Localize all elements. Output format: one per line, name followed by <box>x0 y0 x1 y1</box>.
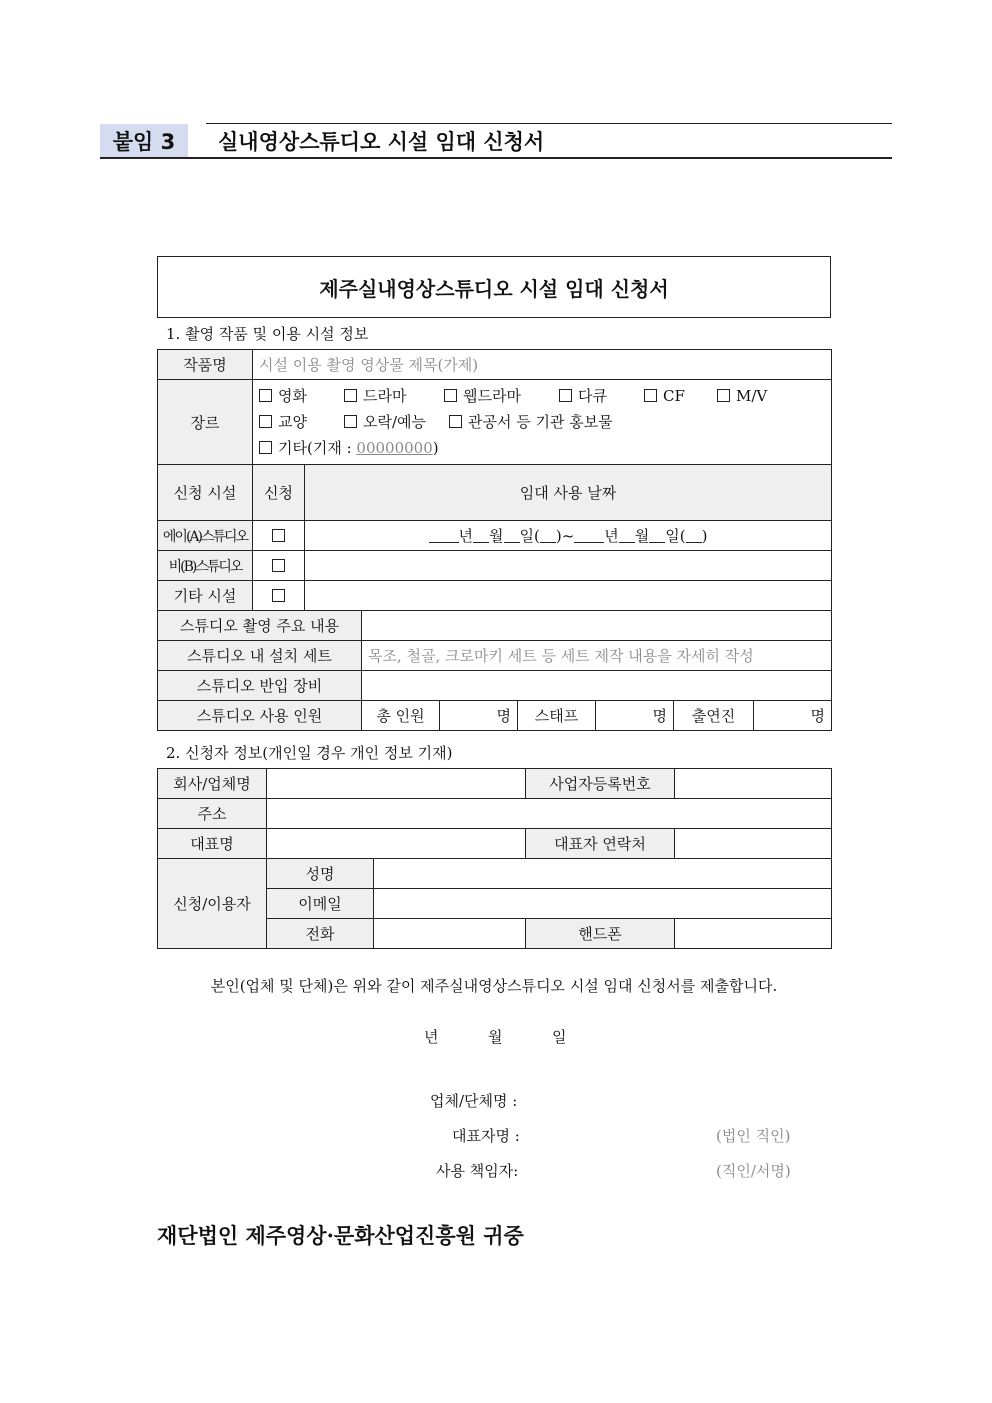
equipment-field[interactable] <box>362 671 832 701</box>
form-title: 제주실내영상스튜디오 시설 임대 신청서 <box>157 256 831 318</box>
total-label: 총 인원 <box>362 701 440 731</box>
checkbox-icon <box>344 389 357 402</box>
applicant-info-table <box>157 768 832 949</box>
genre-mv[interactable]: M/V <box>717 383 767 409</box>
checkbox-icon <box>559 389 572 402</box>
sig-rep-seal[interactable]: (법인 직인) <box>716 1127 791 1145</box>
email-label: 이메일 <box>267 889 374 919</box>
ceo-field[interactable] <box>267 829 526 859</box>
section2-heading: 2. 신청자 정보(개인일 경우 개인 정보 기재) <box>166 744 453 762</box>
genre-options <box>253 380 832 465</box>
mobile-field[interactable] <box>675 919 832 949</box>
work-title-label: 작품명 <box>158 350 253 380</box>
checkbox-icon <box>272 589 285 602</box>
facility-b-label: 비(B)스튜디오 <box>158 551 253 581</box>
sig-manager-label: 사용 책임자: <box>436 1162 519 1180</box>
checkbox-icon <box>717 389 730 402</box>
genre-other-value[interactable]: 00000000 <box>356 439 433 457</box>
checkbox-icon <box>259 415 272 428</box>
genre-culture[interactable]: 교양 <box>259 409 344 435</box>
facility-info-table <box>157 349 832 731</box>
facility-other-date[interactable] <box>305 581 832 611</box>
facility-b-checkbox[interactable] <box>253 551 305 581</box>
company-label: 회사/업체명 <box>158 769 267 799</box>
genre-public-promo[interactable]: 관공서 등 기관 홍보물 <box>449 409 613 435</box>
sig-rep-label: 대표자명 : <box>452 1127 520 1145</box>
main-content-field[interactable] <box>362 611 832 641</box>
declaration-text: 본인(업체 및 단체)은 위와 같이 제주실내영상스튜디오 시설 임대 신청서를 제출합니다. <box>210 977 778 995</box>
facility-header: 신청 시설 <box>158 465 253 521</box>
set-field[interactable]: 목조, 철골, 크로마키 세트 등 세트 제작 내용을 자세히 작성 <box>362 641 832 671</box>
facility-a-label: 에이(A)스튜디오 <box>158 521 253 551</box>
genre-film[interactable]: 영화 <box>259 383 344 409</box>
date-header: 임대 사용 날짜 <box>305 465 832 521</box>
phone-field[interactable] <box>374 919 526 949</box>
recipient-footer: 재단법인 제주영상·문화산업진흥원 귀중 <box>157 1223 524 1248</box>
attachment-badge: 붙임 3 <box>100 124 188 157</box>
header-rule-bottom <box>100 157 892 159</box>
equipment-label: 스튜디오 반입 장비 <box>158 671 362 701</box>
genre-cf[interactable]: CF <box>644 383 717 409</box>
ceo-label: 대표명 <box>158 829 267 859</box>
cast-label: 출연진 <box>674 701 754 731</box>
mobile-label: 핸드폰 <box>526 919 675 949</box>
checkbox-icon <box>344 415 357 428</box>
address-label: 주소 <box>158 799 267 829</box>
facility-a-date[interactable]: 년 월 일( )~ 년 월 일( ) <box>305 521 832 551</box>
user-label: 신청/이용자 <box>158 859 267 949</box>
personnel-label: 스튜디오 사용 인원 <box>158 701 362 731</box>
facility-other-checkbox[interactable] <box>253 581 305 611</box>
bizno-field[interactable] <box>675 769 832 799</box>
genre-drama[interactable]: 드라마 <box>344 383 444 409</box>
date-day: 일 <box>552 1028 567 1046</box>
cast-field[interactable]: 명 <box>754 701 832 731</box>
checkbox-icon <box>644 389 657 402</box>
page-title: 실내영상스튜디오 시설 임대 신청서 <box>218 129 545 154</box>
sig-company-label: 업체/단체명 : <box>430 1092 518 1110</box>
staff-field[interactable]: 명 <box>596 701 674 731</box>
section1-heading: 1. 촬영 작품 및 이용 시설 정보 <box>166 325 369 343</box>
set-label: 스튜디오 내 설치 세트 <box>158 641 362 671</box>
checkbox-icon <box>259 389 272 402</box>
address-field[interactable] <box>267 799 832 829</box>
date-year: 년 <box>424 1028 439 1046</box>
phone-label: 전화 <box>267 919 374 949</box>
facility-a-checkbox[interactable] <box>253 521 305 551</box>
genre-webdrama[interactable]: 웹드라마 <box>444 383 559 409</box>
genre-row-3 <box>259 435 825 461</box>
checkbox-icon <box>259 441 272 454</box>
total-field[interactable]: 명 <box>440 701 518 731</box>
bizno-label: 사업자등록번호 <box>526 769 675 799</box>
ceo-contact-field[interactable] <box>675 829 832 859</box>
name-label: 성명 <box>267 859 374 889</box>
checkbox-icon <box>444 389 457 402</box>
ceo-contact-label: 대표자 연락처 <box>526 829 675 859</box>
name-field[interactable] <box>374 859 832 889</box>
main-content-label: 스튜디오 촬영 주요 내용 <box>158 611 362 641</box>
sig-manager-seal[interactable]: (직인/서명) <box>716 1162 791 1180</box>
email-field[interactable] <box>374 889 832 919</box>
checkbox-icon <box>272 529 285 542</box>
checkbox-icon <box>272 559 285 572</box>
staff-label: 스태프 <box>518 701 596 731</box>
genre-entertainment[interactable]: 오락/예능 <box>344 409 449 435</box>
facility-b-date[interactable] <box>305 551 832 581</box>
apply-header: 신청 <box>253 465 305 521</box>
genre-row-1 <box>259 383 825 409</box>
checkbox-icon <box>449 415 462 428</box>
genre-other[interactable]: 기타(기재 : 00000000) <box>259 435 439 461</box>
date-month: 월 <box>488 1028 503 1046</box>
genre-row-2 <box>259 409 825 435</box>
facility-other-label: 기타 시설 <box>158 581 253 611</box>
genre-label: 장르 <box>158 380 253 465</box>
company-field[interactable] <box>267 769 526 799</box>
genre-documentary[interactable]: 다큐 <box>559 383 644 409</box>
work-title-field[interactable]: 시설 이용 촬영 영상물 제목(가제) <box>253 350 832 380</box>
